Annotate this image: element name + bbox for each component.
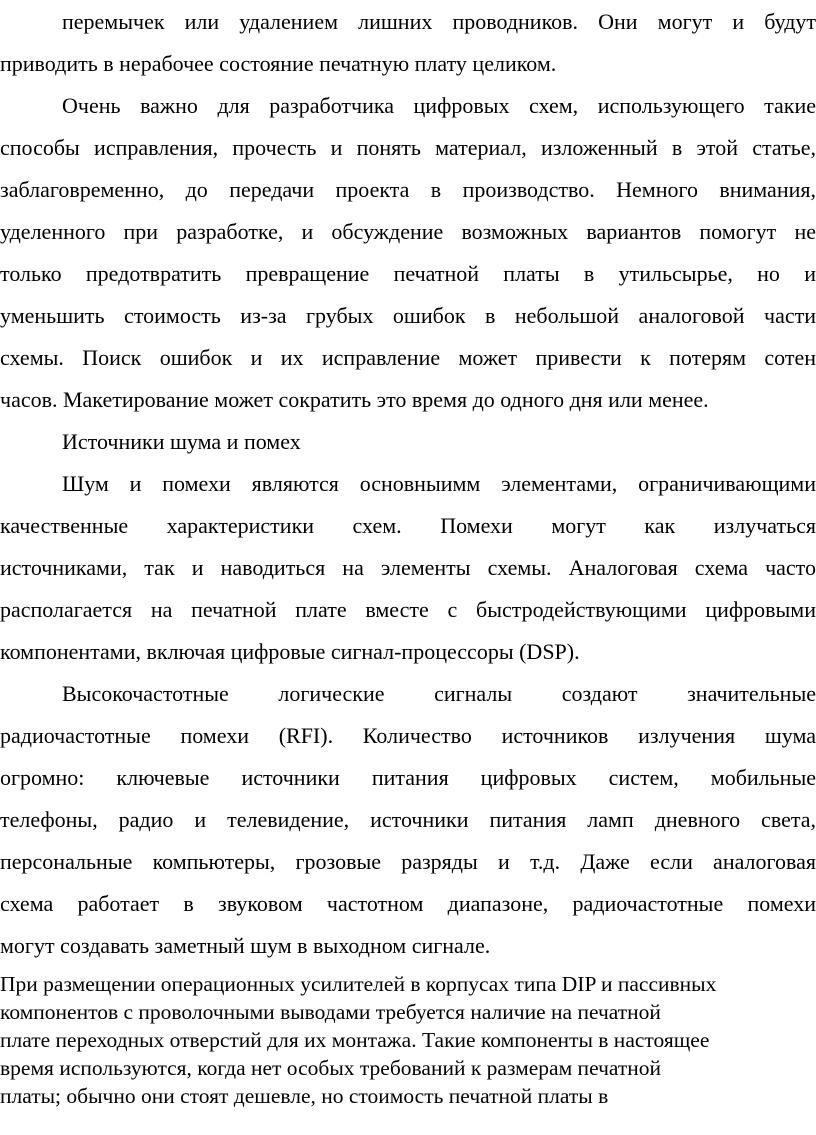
text-line: Высокочастотные логические сигналы создают значительные (62, 681, 816, 706)
text-line: только предотвратить превращение печатной платы в утильсырье, но и (0, 261, 816, 286)
heading-text: Источники шума и помех (62, 429, 301, 454)
text-line: качественные характеристики схем. Помехи могут как излучаться (0, 513, 816, 538)
paragraph-dip-components (0, 970, 816, 1110)
text-line: плате переходных отверстий для их монтажа. Такие компоненты в настоящее (0, 1028, 710, 1052)
text-line: приводить в нерабочее состояние печатную плату целиком. (0, 51, 557, 76)
text-line: часов. Макетирование может сократить это время до одного дня или менее. (0, 387, 709, 412)
text-line: радиочастотные помехи (RFI). Количество источников излучения шума (0, 723, 816, 748)
text-line: заблаговременно, до передачи проекта в производство. Немного внимания, (0, 177, 816, 202)
text-line: могут создавать заметный шум в выходном сигнале. (0, 933, 491, 958)
text-line: Шум и помехи являются основныимм элементами, ограничивающими (62, 471, 816, 496)
text-line: Очень важно для разработчика цифровых схем, использующего такие (62, 93, 816, 118)
text-line: перемычек или удалением лишних проводников. Они могут и будут (62, 9, 816, 34)
paragraph-rfi (0, 673, 816, 967)
paragraph-designer-advice (0, 85, 816, 421)
text-line: платы; обычно они стоят дешевле, но стоимость печатной платы в (0, 1084, 609, 1108)
text-line: время используются, когда нет особых требований к размерам печатной (0, 1056, 662, 1080)
text-line: схемы. Поиск ошибок и их исправление может привести к потерям сотен (0, 345, 816, 370)
text-line: способы исправления, прочесть и понять материал, изложенный в этой статье, (0, 135, 816, 160)
paragraph-noise-intro (0, 463, 816, 673)
text-line: При размещении операционных усилителей в корпусах типа DIP и пассивных (0, 972, 717, 996)
section-heading (0, 421, 816, 463)
text-line: уделенного при разработке, и обсуждение возможных вариантов помогут не (0, 219, 816, 244)
text-line: компонентами, включая цифровые сигнал-процессоры (DSP). (0, 639, 580, 664)
text-line: схема работает в звуковом частотном диапазоне, радиочастотные помехи (0, 891, 816, 916)
text-line: источниками, так и наводиться на элементы схемы. Аналоговая схема часто (0, 555, 816, 580)
paragraph-continuation (0, 1, 816, 85)
text-line: компонентов с проволочными выводами требуется наличие на печатной (0, 1000, 661, 1024)
text-line: уменьшить стоимость из-за грубых ошибок в небольшой аналоговой части (0, 303, 816, 328)
text-line: располагается на печатной плате вместе с быстродействующими цифровыми (0, 597, 816, 622)
text-line: телефоны, радио и телевидение, источники питания ламп дневного света, (0, 807, 816, 832)
text-line: огромно: ключевые источники питания цифровых систем, мобильные (0, 765, 816, 790)
text-line: персональные компьютеры, грозовые разряды и т.д. Даже если аналоговая (0, 849, 816, 874)
